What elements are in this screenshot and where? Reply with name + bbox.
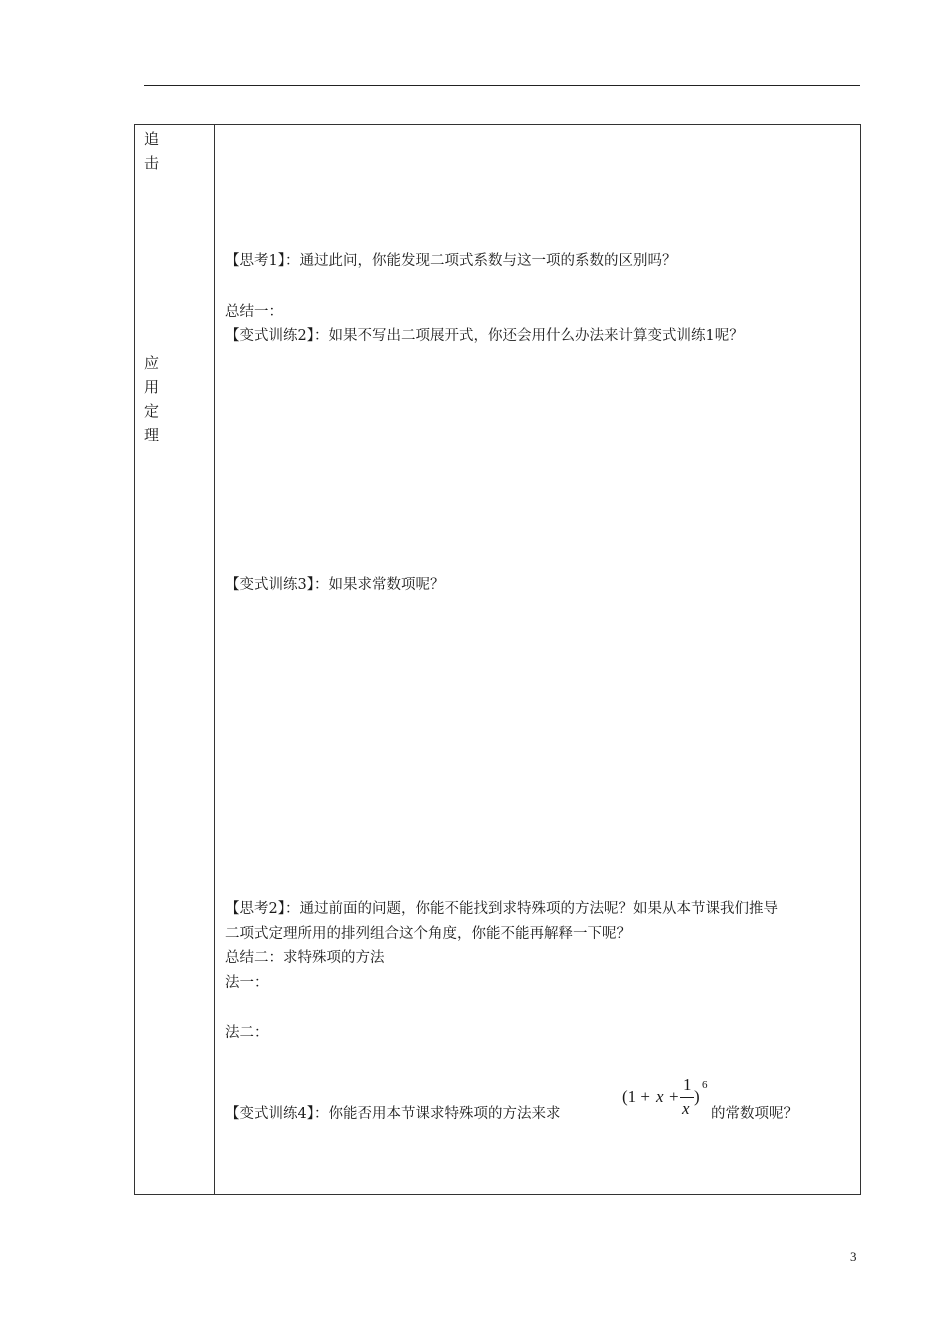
fraction-bar [680,1097,694,1098]
side-char: 击 [144,154,160,172]
summary2-text: 总结二：求特殊项的方法 [225,950,385,966]
header-rule [144,85,860,86]
formula-open: (1 + [622,1087,650,1106]
summary1-text: 总结一： [225,304,283,320]
side-char: 用 [144,378,160,396]
think1-text: 【思考1】：通过此问，你能发现二项式系数与这一项的系数的区别吗？ [225,253,677,269]
side-label-chase [144,127,164,175]
formula-expression [622,1075,717,1125]
side-char: 追 [144,130,160,148]
variant4-prefix: 【变式训练4】：你能否用本节课求特殊项的方法来求 [225,1106,561,1122]
variant2-text: 【变式训练2】：如果不写出二项展开式，你还会用什么办法来计算变式训练1呢？ [225,328,744,344]
side-char: 应 [144,354,160,372]
side-label-apply-theorem [144,351,164,447]
variant4-suffix: 的常数项呢？ [711,1106,798,1122]
think2-line1: 【思考2】：通过前面的问题，你能不能找到求特殊项的方法呢？如果从本节课我们推导 [225,901,778,917]
formula-var: x [656,1087,664,1106]
formula-numerator: 1 [683,1075,692,1094]
lesson-table [134,124,861,1195]
method1-text: 法一： [225,975,269,991]
formula-close: ) [694,1087,700,1106]
method2-text: 法二： [225,1025,269,1041]
column-divider [214,125,215,1194]
side-char: 理 [144,426,160,444]
formula-denominator: x [682,1099,690,1118]
page-number: 3 [850,1249,857,1264]
side-char: 定 [144,402,160,420]
formula-exponent: 6 [702,1079,708,1091]
variant3-text: 【变式训练3】：如果求常数项呢？ [225,577,445,593]
formula-plus: + [669,1087,679,1106]
think2-line2: 二项式定理所用的排列组合这个角度，你能不能再解释一下呢？ [225,926,631,942]
